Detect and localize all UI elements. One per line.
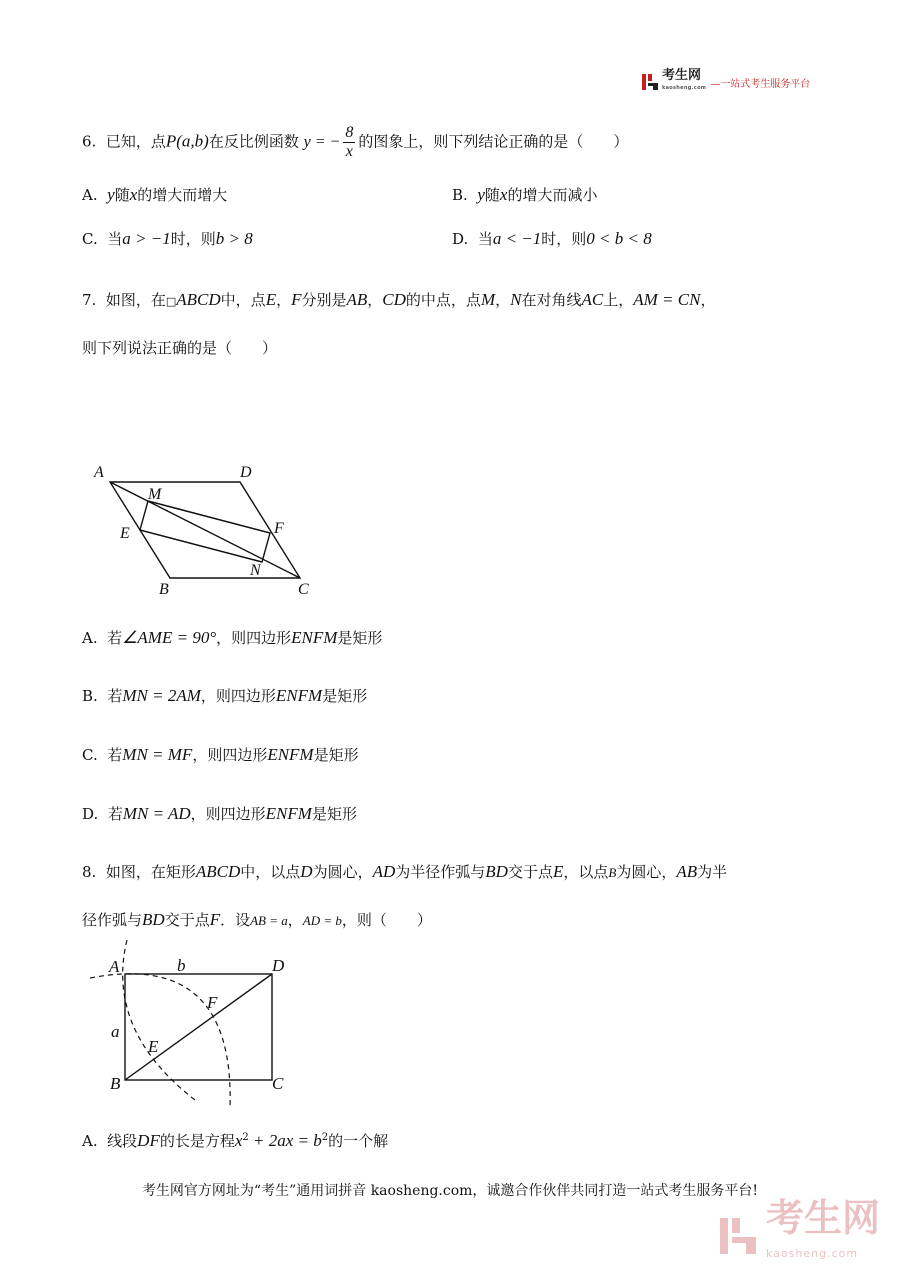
q6-option-c: C. 当a > −1时，则b > 8 (82, 229, 253, 248)
q6-option-a: A. y随x的增大而增大 (82, 185, 228, 204)
q7-label-m: M (148, 486, 162, 503)
q8-label-c: C (272, 1074, 284, 1093)
q8-diagonal-bd (125, 974, 272, 1080)
q8-label-b: B (110, 1074, 121, 1093)
q8-stem-line2: 径作弧与BD交于点F．设AB = a，AD = b，则（ ） (82, 910, 432, 929)
watermark-domain: kaosheng.com (766, 1247, 859, 1260)
q7-label-c: C (298, 581, 309, 598)
q6-option-b: B. y随x的增大而减小 (452, 185, 598, 204)
q8-option-a: A. 线段DF的长是方程$x^2 + 2ax = b^2$的一个解 (82, 1131, 389, 1150)
q7-option-d: D. 若MN = AD，则四边形ENFM是矩形 (82, 804, 357, 823)
q7-segment-mf (148, 501, 270, 533)
q7-option-a: A. 若∠AME = 90°，则四边形ENFM是矩形 (82, 628, 383, 647)
watermark-logo-icon (718, 1214, 758, 1258)
watermark (718, 1196, 881, 1272)
q7-label-f: F (274, 520, 284, 537)
q8-label-a-side: a (111, 1022, 120, 1041)
q8-label-a: A (109, 957, 120, 976)
footer-text: 考生网官方网址为“考生”通用词拼音 kaosheng.com，诚邀合作伙伴共同打造一站式考生服务平台! (141, 1183, 759, 1199)
q7-stem-line2: 则下列说法正确的是（ ） (82, 339, 278, 357)
q6-option-d: D. 当a < −1时，则0 < b < 8 (452, 229, 652, 248)
q7-label-e: E (120, 525, 130, 542)
header-brand: 考生网 kaosheng.com (662, 70, 706, 94)
q6-stem: 6. 已知，点P(a,b)在反比例函数 y = − $\frac{8}{x}$ 的图象上，则下列结论正确的是（ ） (82, 124, 629, 160)
header-slogan: —一站式考生服务平台 (710, 78, 811, 90)
q8-label-f: F (207, 993, 218, 1012)
watermark-brand: 考生网 kaosheng.com (766, 1200, 880, 1272)
q7-option-b: B. 若MN = 2AM，则四边形ENFM是矩形 (82, 686, 368, 705)
q7-stem-line1: 7. 如图，在□ABCD中，点E，F分别是AB，CD的中点，点M，N在对角线AC上，AM = CN， (82, 290, 716, 309)
q6-fraction: $\frac{8}{x}$ (345, 124, 354, 160)
header-domain: kaosheng.com (662, 85, 707, 91)
q8-rectangle-figure (85, 940, 315, 1110)
q8-stem-line1: 8. 如图，在矩形ABCD中，以点D为圆心，AD为半径作弧与BD交于点E，以点B为圆心，AB为半 (82, 862, 728, 881)
q7-option-c: C. 若MN = MF，则四边形ENFM是矩形 (82, 745, 359, 764)
q7-label-b: B (159, 581, 169, 598)
q8-label-b-side: b (177, 956, 186, 975)
header-logo (641, 70, 810, 94)
q7-parallelogram-figure (80, 455, 340, 605)
q8-label-d: D (272, 956, 285, 975)
q7-segment-en (140, 530, 262, 562)
q8-label-e: E (148, 1037, 159, 1056)
q7-diagonal-ac (110, 482, 300, 578)
q7-label-a: A (94, 464, 104, 481)
kaosheng-logo-icon (641, 72, 659, 92)
q7-label-d: D (240, 464, 252, 481)
q7-label-n: N (250, 562, 261, 579)
